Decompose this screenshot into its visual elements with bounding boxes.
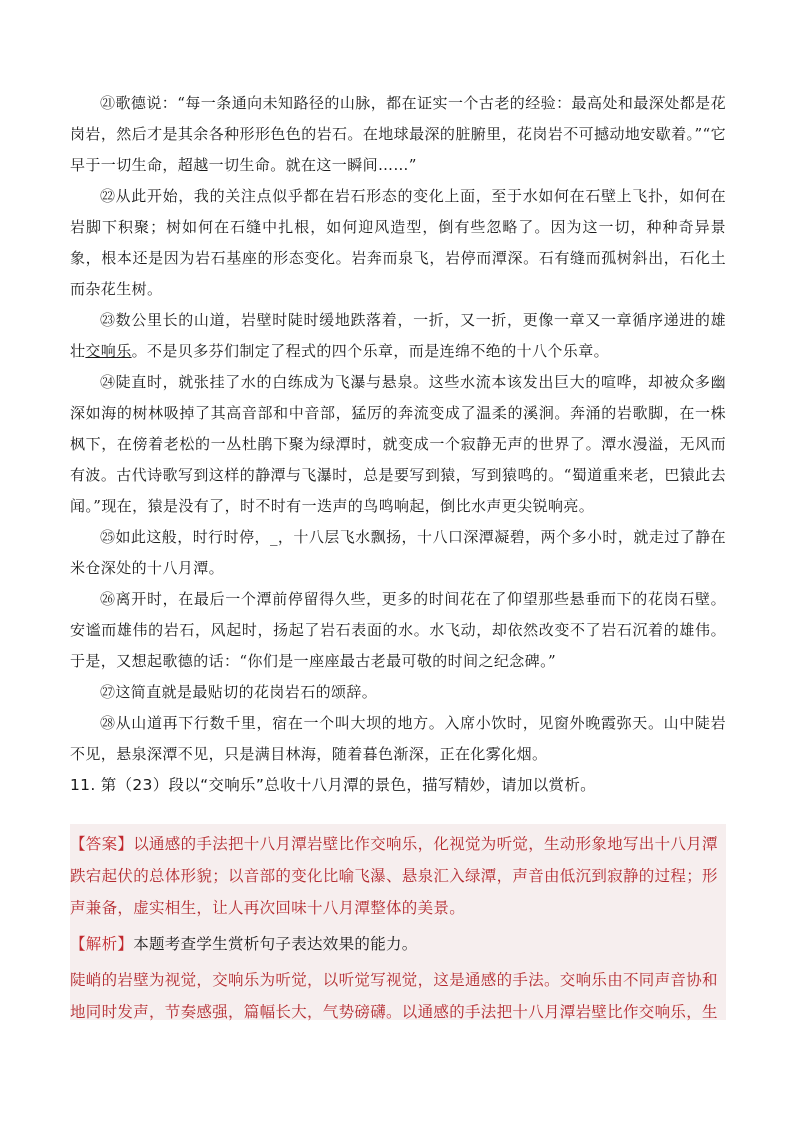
paragraph-text: 离开时，在最后一个潭前停留得久些，更多的时间花在了仰望那些悬垂而下的花岗石壁。安谧而雄伟的岩石，风起时，扬起了岩石表面的水。水飞动，却依然改变不了岩石沉着的雄伟。于是，又想起歌德的话：“你们是一座座最古老最可敬的时间之纪念碑。” (70, 590, 726, 670)
answer-paragraph (70, 824, 726, 924)
paragraph-text: 数公里长的山道，岩壁时陡时缓地跌落着，一折，又一折，更像一章又一章循序递进的雄壮 (70, 311, 726, 360)
paragraph-number: ㉗ (100, 683, 116, 701)
paragraph-24 (70, 367, 726, 522)
paragraph-22 (70, 181, 726, 305)
analysis-body: 陡峭的岩壁为视觉，交响乐为听觉，以听觉写视觉，这是通感的手法。交响乐由不同声音协和地同时发声，节奏感强，篇幅长大，气势磅礴。以通感的手法把十八月潭岩壁比作交响乐，生 (70, 971, 718, 1021)
paragraph-number: ㉖ (100, 590, 116, 608)
analysis-head: 本题考查学生赏析句子表达效果的能力。 (133, 935, 418, 953)
passage-container (70, 88, 726, 798)
underlined-word: 交响乐 (85, 342, 132, 360)
paragraph-text: 歌德说：“每一条通向未知路径的山脉，都在证实一个古老的经验：最高处和最深处都是花岗岩，然后才是其余各种形形色色的岩石。在地球最深的脏腑里，花岗岩不可撼动地安歇着。”“它早于一切生命，超越一切生命。就在这一瞬间……” (70, 94, 726, 174)
paragraph-number: ㉒ (100, 187, 116, 205)
paragraph-text: 这简直就是最贴切的花岗岩石的颂辞。 (115, 683, 378, 701)
paragraph-28 (70, 708, 726, 770)
answer-tag: 【答案】 (70, 835, 134, 853)
paragraph-number: ㉓ (100, 311, 116, 329)
question-11: 11. 第（23）段以“交响乐”总收十八月潭的景色，描写精妙，请加以赏析。 (70, 776, 596, 794)
paragraph-21 (70, 88, 726, 181)
paragraph-number: ㉔ (100, 373, 116, 391)
paragraph-23 (70, 305, 726, 367)
paragraph-number: ㉘ (100, 714, 116, 732)
paragraph-text: 从此开始，我的关注点似乎都在岩石形态的变化上面，至于水如何在石壁上飞扑，如何在岩脚下积聚；树如何在石缝中扎根，如何迎风造型，倒有些忽略了。因为这一切，种种奇异景象，根本还是因为岩石基座的形态变化。岩奔而泉飞，岩停而潭深。石有缝而孤树斜出，石化土而杂花生树。 (70, 187, 726, 298)
paragraph-text: 如此这般，时行时停，_，十八层飞水飘扬，十八口深潭凝碧，两个多小时，就走过了静在米仓深处的十八月潭。 (70, 528, 726, 577)
paragraph-26 (70, 584, 726, 677)
paragraph-text: 陡直时，就张挂了水的白练成为飞瀑与悬泉。这些水流本该发出巨大的喧哗，却被众多幽深如海的树林吸掉了其高音部和中音部，猛厉的奔流变成了温柔的溪涧。奔涌的岩歌脚，在一株枫下，在傍着老松的一丛杜鹃下聚为绿潭时，就变成一个寂静无声的世界了。潭水漫溢，无风而有波。古代诗歌写到这样的静潭与飞瀑时，总是要写到猿，写到猿鸣的。“蜀道重来老，巴猿此去闻。”现在，猿是没有了，时不时有一迭声的鸟鸣响起，倒比水声更尖锐响亮。 (70, 373, 726, 515)
paragraph-number: ㉑ (100, 94, 116, 112)
analysis-tag: 【解析】 (70, 935, 134, 953)
analysis-paragraph (70, 924, 726, 960)
answer-text: 以通感的手法把十八月潭岩壁比作交响乐，化视觉为听觉，生动形象地写出十八月潭跌宕起伏的总体形貌；以音部的变化比喻飞瀑、悬泉汇入绿潭，声音由低沉到寂静的过程；形声兼备，虚实相生，让人再次回味十八月潭整体的美景。 (70, 835, 718, 917)
answer-box (70, 824, 726, 1020)
paragraph-27 (70, 677, 726, 708)
paragraph-text-continued: 。不是贝多芬们制定了程式的四个乐章，而是连绵不绝的十八个乐章。 (131, 342, 610, 360)
paragraph-number: ㉕ (100, 528, 116, 546)
paragraph-25 (70, 522, 726, 584)
paragraph-text: 从山道再下行数千里，宿在一个叫大坝的地方。入席小饮时，见窗外晚霞弥天。山中陡岩不见，悬泉深潭不见，只是满目林海，随着暮色渐深，正在化雾化烟。 (70, 714, 726, 763)
